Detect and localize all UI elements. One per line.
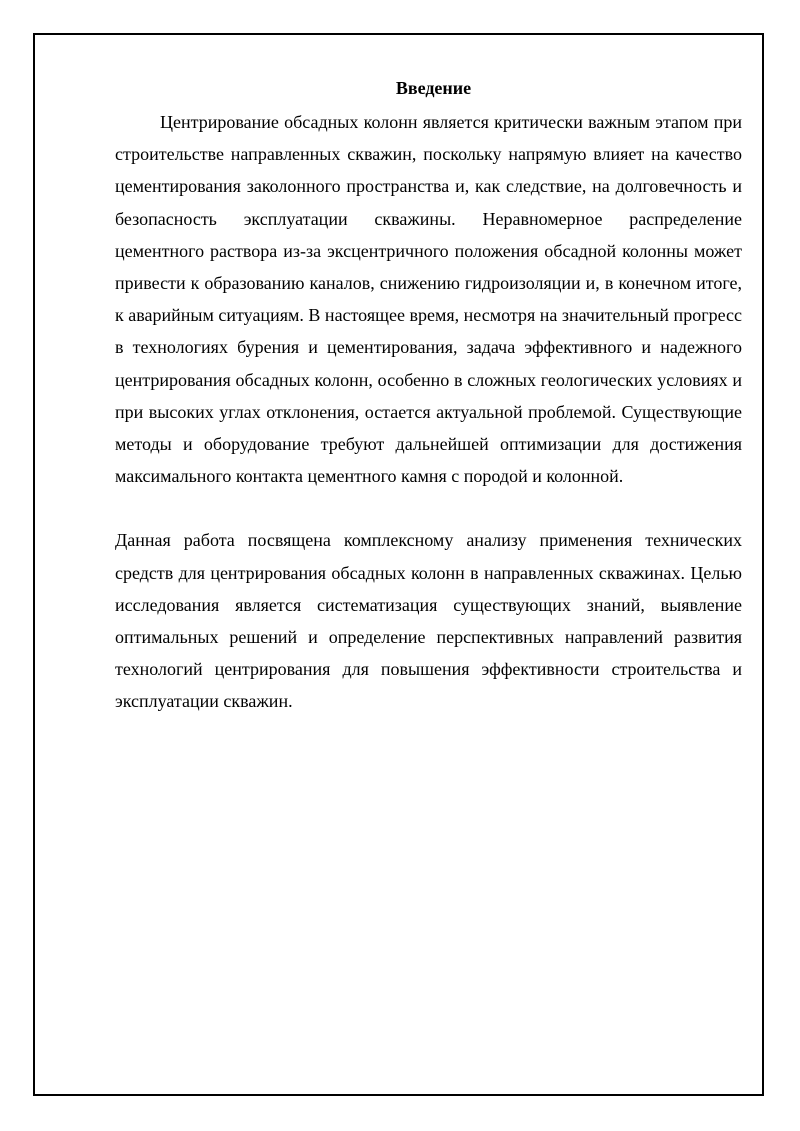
intro-paragraph-2: Данная работа посвящена комплексному анализу применения технических средств для центрирования обсадных колонн в направленных скважинах. Целью исследования является систематизация существующих знаний, выявление оптимальных решений и определение перспективных направлений развития технологий центрирования для повышения эффективности строительства и эксплуатации скважин.: [115, 530, 742, 712]
document-body: [115, 76, 742, 718]
paragraph-spacer: [115, 492, 742, 524]
document-title: Введение: [395, 78, 472, 98]
intro-paragraph-1: Центрирование обсадных колонн является критически важным этапом при строительстве направленных скважин, поскольку напрямую влияет на качество цементирования заколонного пространства и, как следствие, на долговечность и безопасность эксплуатации скважины. Неравномерное распределение цементного раствора из-за эксцентричного положения обсадной колонны может привести к образованию каналов, снижению гидроизоляции и, в конечном итоге, к аварийным ситуациям. В настоящее время, несмотря на значительный прогресс в технологиях бурения и цементирования, задача эффективного и надежного центрирования обсадных колонн, особенно в сложных геологических условиях и при высоких углах отклонения, остается актуальной проблемой. Существующие методы и оборудование требуют дальнейшей оптимизации для достижения максимального контакта цементного камня с породой и колонной.: [115, 112, 742, 487]
